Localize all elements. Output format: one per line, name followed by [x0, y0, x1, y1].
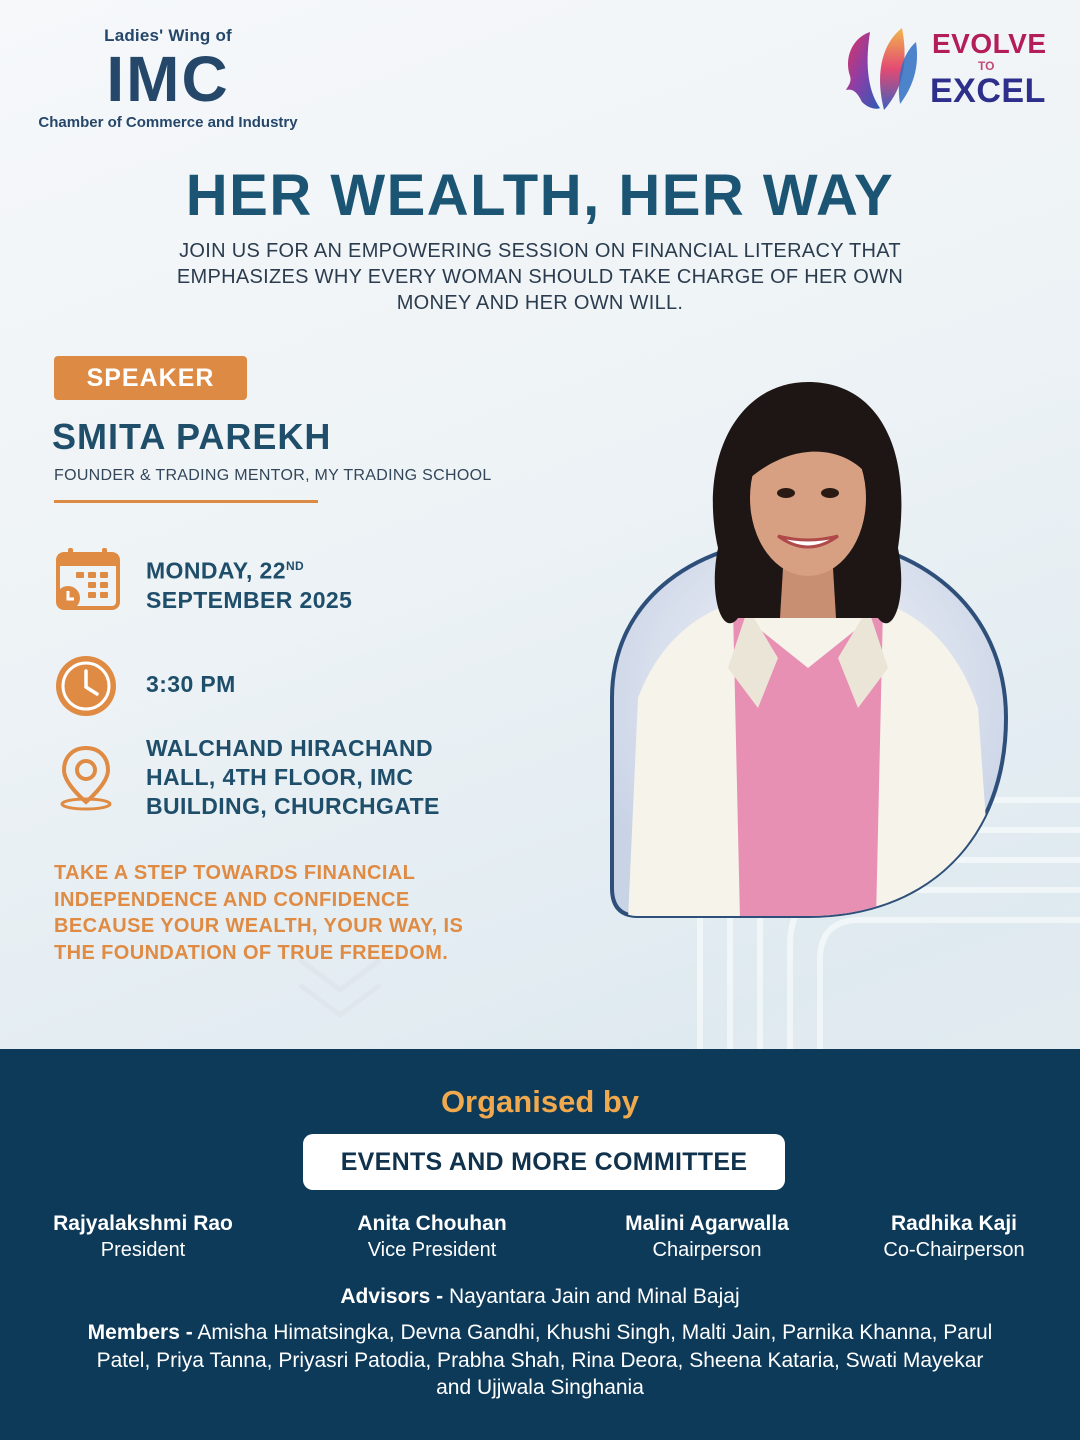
speaker-photo	[608, 368, 1010, 920]
evolve-to-excel-logo	[840, 24, 1055, 119]
event-date	[146, 552, 352, 615]
advisors-line	[0, 1285, 1080, 1309]
committee-badge: EVENTS AND MORE COMMITTEE	[303, 1134, 785, 1190]
speaker-name: SMITA PAREKH	[52, 416, 332, 457]
members-names: Amisha Himatsingka, Devna Gandhi, Khushi Singh, Malti Jain, Parnika Khanna, Parul Patel, Priya Tanna, Priyasri Patodia, Prabha Shah, Rina Deora, Sheena Kataria, Swati Mayekar and Ujjwala Singhania	[96, 1321, 993, 1399]
officer-name: Malini Agarwalla	[625, 1212, 789, 1235]
officer-name: Anita Chouhan	[357, 1212, 507, 1235]
logo-top-line: Ladies' Wing of	[104, 26, 232, 45]
speaker-role: FOUNDER & TRADING MENTOR, MY TRADING SCHOOL	[54, 467, 492, 484]
officer-name: Radhika Kaji	[890, 1212, 1018, 1235]
event-time: 3:30 PM	[146, 671, 236, 697]
divider	[54, 500, 318, 503]
officer-role: Vice President	[367, 1239, 497, 1261]
clock-icon	[54, 654, 118, 718]
location-pin-icon	[54, 744, 118, 812]
imc-logo	[28, 26, 308, 131]
officer-card	[13, 1212, 273, 1262]
officer-name: Rajyalakshmi Rao	[53, 1212, 233, 1235]
advisors-names: Nayantara Jain and Minal Bajaj	[448, 1285, 740, 1308]
officer-role: Co-Chairperson	[883, 1239, 1025, 1261]
profile-leaf-icon	[840, 24, 924, 114]
event-title: HER WEALTH, HER WAY	[185, 163, 895, 228]
event-venue	[146, 734, 440, 821]
date-line-2: SEPTEMBER 2025	[146, 586, 353, 613]
organised-by-heading: Organised by	[440, 1084, 640, 1119]
event-intro: JOIN US FOR AN EMPOWERING SESSION ON FINANCIAL LITERACY THAT EMPHASIZES WHY EVERY WOMAN SHOULD TAKE CHARGE OF HER OWN MONEY AND HER OWN WILL.	[176, 240, 904, 314]
officer-card	[824, 1212, 1080, 1262]
tagline: TAKE A STEP TOWARDS FINANCIAL INDEPENDENCE AND CONFIDENCE BECAUSE YOUR WEALTH, YOUR WAY, IS THE FOUNDATION OF TRUE FREEDOM.	[54, 862, 464, 964]
venue-line-2: HALL, 4TH FLOOR, IMC	[146, 764, 414, 790]
speaker-tag: SPEAKER	[54, 356, 247, 400]
date-line-1: MONDAY, 22	[146, 557, 286, 584]
calendar-icon	[54, 546, 122, 614]
date-suffix: ND	[285, 559, 305, 573]
officer-card	[302, 1212, 562, 1262]
advisors-label: Advisors -	[340, 1285, 444, 1308]
members-line	[80, 1319, 1000, 1402]
logo-bottom-line: Chamber of Commerce and Industry	[38, 114, 298, 131]
members-label: Members -	[87, 1321, 193, 1344]
venue-line-3: BUILDING, CHURCHGATE	[146, 793, 440, 819]
logo-to-text: TO	[978, 59, 995, 73]
officer-card	[577, 1212, 837, 1262]
logo-main: IMC	[106, 43, 230, 115]
officer-role: Chairperson	[652, 1239, 762, 1261]
logo-excel-text: EXCEL	[930, 72, 1046, 110]
venue-line-1: WALCHAND HIRACHAND	[146, 735, 434, 761]
officer-role: President	[100, 1239, 186, 1261]
logo-evolve-text: EVOLVE	[932, 28, 1047, 59]
